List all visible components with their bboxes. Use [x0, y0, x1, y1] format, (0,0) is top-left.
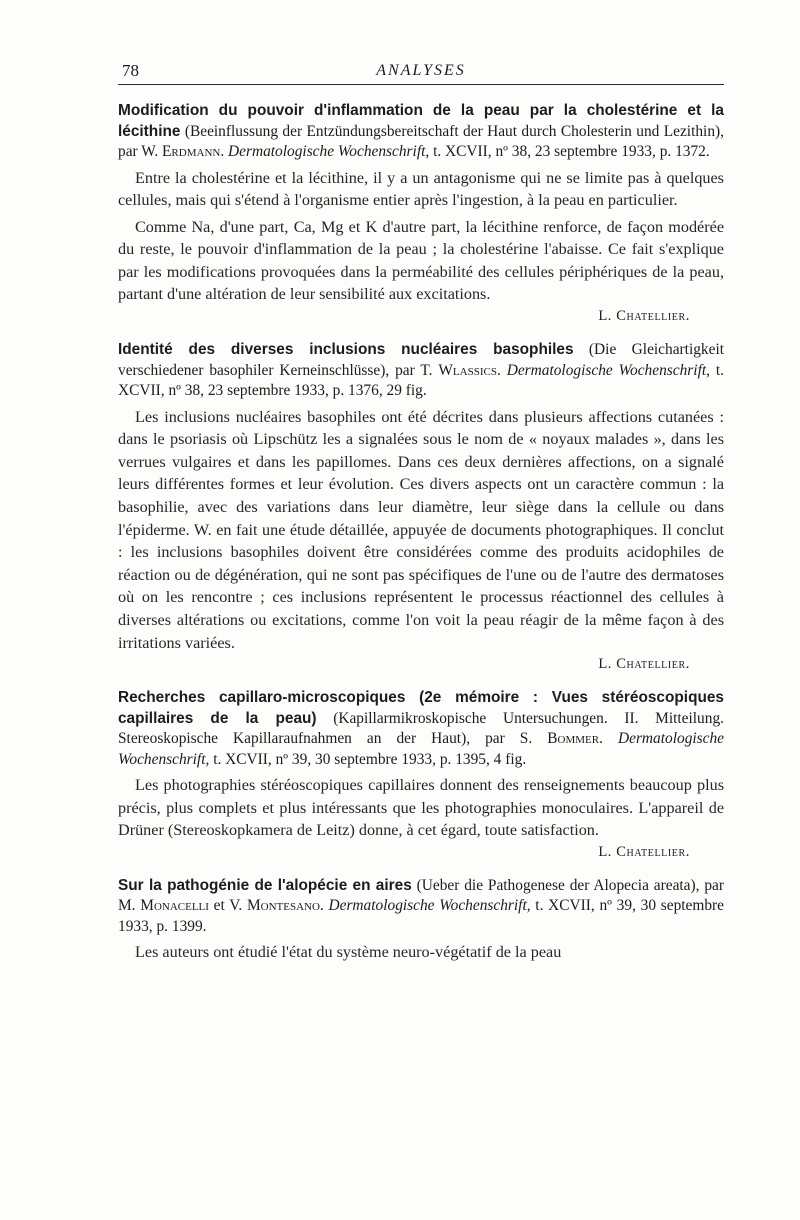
- original-title: (Beeinflussung der Entzündungsbereitschaft der Haut durch Cholesterin und Lezithin), par W.: [118, 122, 724, 160]
- article-capillaro-microscopiques: [118, 688, 724, 862]
- document-page: [118, 58, 724, 978]
- article-citation: [118, 876, 724, 938]
- article-paragraph: Les photographies stéréoscopiques capillaires donnent des renseignements beaucoup plus précis, plus complets et plus intéressants que les photographies monoculaires. L'appareil de Drüner (Stereoskopkamera de Leitz) donne, à cet égard, toute satisfaction.: [118, 776, 724, 840]
- article-paragraph: Les inclusions nucléaires basophiles ont été décrites dans plusieurs affections cutanées : dans le psoriasis où Lipschütz les a signalées sous le nom de « noyaux malades », dans les verrues vulgaires et dans les papillomes. Dans ces deux dernières affections, on a signalé leurs différentes formes et leur évolution. Ces divers aspects ont un caractère commun : la basophilie, avec des variations dans leur diamètre, leur siège dans la cellule ou dans l'épiderme. W. en fait une étude détaillée, appuyée de documents photographiques. Il conclut : les inclusions basophiles doivent être considérées comme des produits acidophiles de réaction ou de dégénération, qui ne sont pas spécifiques de l'une ou de l'autre des dermatoses où on les rencontre ; ces inclusions représentent le processus réactionnel des cellules à diverses altérations ou excitations, comme l'on voit la peau réagir de la même façon à des irritations variées.: [118, 407, 724, 652]
- citation-separator: .: [220, 143, 229, 160]
- article-citation: [118, 340, 724, 402]
- author-name: Monacelli: [140, 897, 209, 915]
- journal-title: Dermatologische Wochenschrift: [506, 361, 707, 379]
- article-headline: Identité des diverses inclusions nucléaires basophiles: [118, 341, 574, 359]
- page-number: 78: [122, 61, 139, 80]
- citation-separator: .: [319, 897, 329, 915]
- journal-title: Dermatologische Wochenschrift: [118, 730, 725, 768]
- section-title: ANALYSES: [376, 62, 466, 79]
- article-headline: Recherches capillaro-microscopiques (2e mémoire : Vues stéréoscopiques capillaires de la peau): [118, 689, 724, 727]
- running-header: [118, 58, 724, 85]
- article-citation: [118, 688, 724, 770]
- journal-title: Dermatologische Wochenschrift: [228, 143, 426, 160]
- article-cholesterine: [118, 101, 724, 326]
- author-name: Wlassics: [438, 361, 497, 379]
- original-title: (Kapillarmikroskopische Untersuchungen. II. Mitteilung. Stereoskopische Kapillaraufnahmen an der Haut), par S.: [118, 709, 724, 748]
- article-headline: Modification du pouvoir d'inflammation de la peau par la cholestérine et la lécithine: [118, 102, 724, 140]
- article-signature: L. Chatellier.: [598, 843, 690, 860]
- article-signature: L. Chatellier.: [598, 656, 690, 673]
- citation-separator: .: [599, 730, 618, 748]
- article-paragraph: Entre la cholestérine et la lécithine, il y a un antagonisme qui ne se limite pas à quelques cellules, mais qui s'étend à l'organisme entier après l'ingestion, à la peau en particulier.: [118, 168, 724, 210]
- original-title: (Ueber die Pathogenese der Alopecia areata), par M.: [118, 876, 725, 915]
- author-name: Erdmann: [162, 143, 221, 160]
- original-title: (Die Gleichartigkeit verschiedener basophiler Kerneinschlüsse), par T.: [118, 341, 724, 379]
- article-alopecie: [118, 876, 724, 964]
- journal-reference: , t. XCVII, nº 39, 30 septembre 1933, p. 1395, 4 fig.: [205, 750, 527, 768]
- citation-separator: .: [496, 361, 507, 379]
- article-citation: [118, 101, 724, 163]
- journal-title: Dermatologische Wochenschrift: [328, 897, 527, 915]
- article-inclusions: [118, 340, 724, 674]
- article-headline: Sur la pathogénie de l'alopécie en aires: [118, 876, 412, 894]
- citation-separator: et V.: [208, 897, 247, 915]
- journal-reference: , t. XCVII, nº 39, 30 septembre 1933, p. 1399.: [118, 897, 724, 935]
- journal-reference: , t. XCVII, nº 38, 23 septembre 1933, p. 1376, 29 fig.: [118, 361, 725, 400]
- author-name: Montesano: [246, 897, 320, 915]
- author-name: Bommer: [547, 730, 600, 748]
- article-signature: L. Chatellier.: [598, 308, 690, 325]
- article-paragraph: Comme Na, d'une part, Ca, Mg et K d'autre part, la lécithine renforce, de façon modérée du reste, le pouvoir d'inflammation de la peau ; la cholestérine l'abaisse. Ce fait s'explique par les modifications provoquées dans la perméabilité des cellules périphériques de la peau, partant d'une altération de leur sensibilité aux excitations.: [118, 217, 724, 304]
- article-paragraph: Les auteurs ont étudié l'état du système neuro-végétatif de la peau: [135, 943, 562, 962]
- journal-reference: , t. XCVII, nº 38, 23 septembre 1933, p. 1372.: [425, 143, 710, 160]
